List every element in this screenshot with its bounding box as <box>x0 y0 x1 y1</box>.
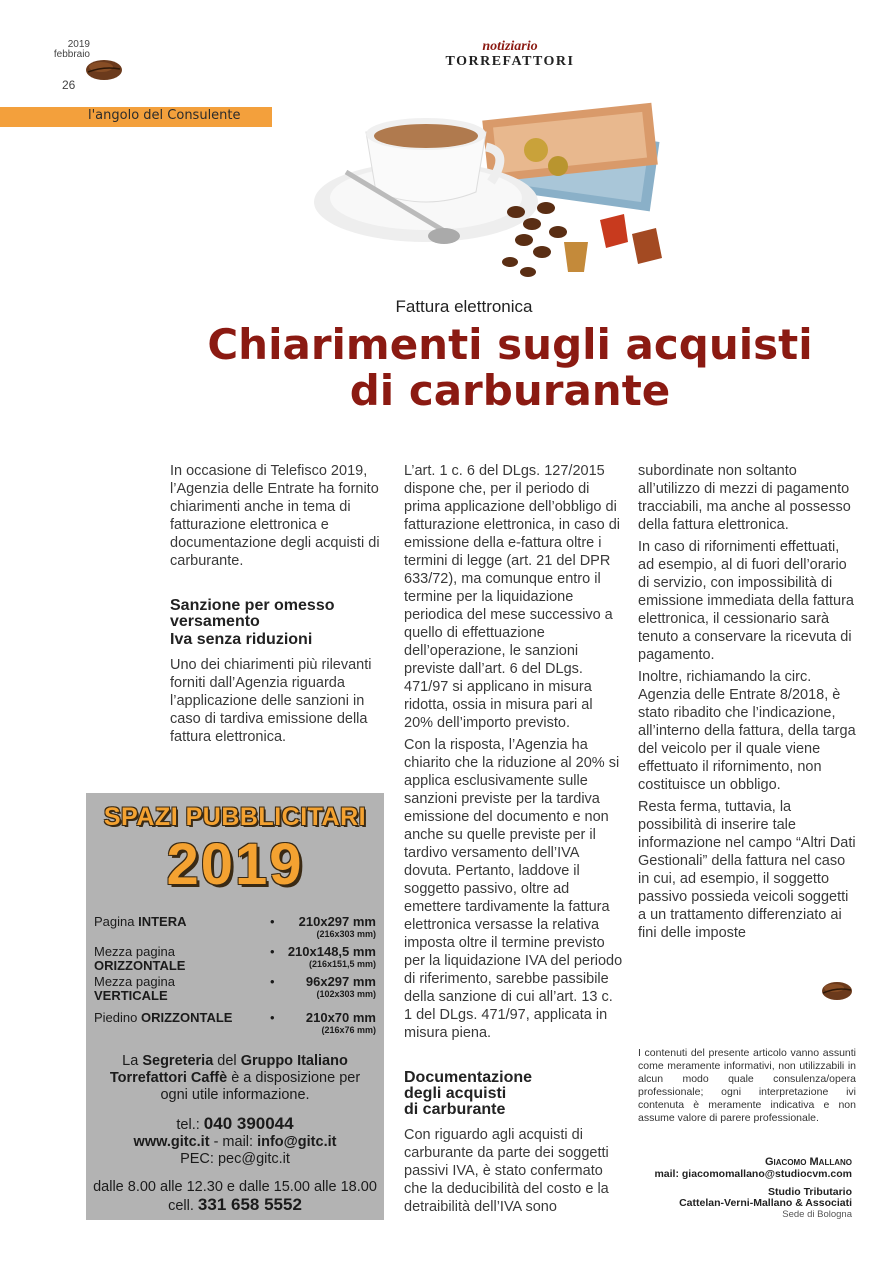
studio-partners: Cattelan-Verni-Mallano & Associati <box>679 1197 852 1209</box>
paragraph: In caso di rifornimenti effettuati, ad esempio, al di fuori dell’orario di servizio, con impossibilità di emissione immediata della fattura elettronica, il cessionario sarà tenuto a conservare la ricevuta di pagamento. <box>638 539 854 663</box>
subheading-line: Sanzione per omesso <box>170 597 335 614</box>
ad-row-label-b: INTERA <box>138 914 187 929</box>
paragraph: Con la risposta, l’Agenzia ha chiarito che la riduzione al 20% si applica esclusivamente sulle sanzioni previste per la tardiva emissione del documento e non anche su quelle previste per il tardivo versamento dell’IVA dovuta. Pertanto, laddove il soggetto passivo, oltre ad emettere tardivamente la fattura elettronica versasse la relativa imposta oltre il termine previsto per la liquidazione IVA del periodo di riferimento, sarebbe passibile della sanzione di cui all’art. 13 c. 1 del DLgs. 471/97, applicata in misura piena. <box>404 737 623 1041</box>
ad-cell-label: cell. <box>168 1198 198 1214</box>
ad-heading: SPAZI PUBBLICITARI <box>103 803 367 831</box>
article-title <box>170 322 850 414</box>
column-3 <box>638 462 858 942</box>
ad-mail-label: - mail: <box>209 1134 258 1150</box>
ad-hours: dalle 8.00 alle 12.30 e dalle 15.00 alle 18.00 <box>93 1179 377 1195</box>
ad-contact-intro <box>86 1053 384 1104</box>
paragraph: Uno dei chiarimenti più rilevanti forniti dall’Agenzia riguarda l’applicazione delle sanzioni in caso di tardiva emissione della fattura elettronica. <box>170 657 372 745</box>
disclaimer: I contenuti del presente articolo vanno assunti come meramente informativi, non utilizzabili in alcun modo quale consulenza/opera professionale; ogni interpretazione ivi contenuta è meramente indicativa e non assume valore di parere professionale. <box>638 1047 856 1124</box>
issue-year: 2019 <box>67 39 90 50</box>
bullet: • <box>270 914 275 929</box>
subheading-line: Documentazione <box>404 1069 533 1086</box>
title-line-2: di carburante <box>349 366 671 415</box>
subheading-sanzione <box>170 598 385 648</box>
masthead <box>430 40 590 70</box>
ad-info-bold: Gruppo Italiano Torrefattori Caffè <box>109 1053 348 1086</box>
coffee-money-illustration <box>306 92 692 298</box>
title-line-1: Chiarimenti sugli acquisti <box>207 320 813 369</box>
studio-location: Sede di Bologna <box>782 1209 852 1220</box>
bullet: • <box>270 974 275 989</box>
column-1 <box>170 462 385 746</box>
subheading-line: degli acquisti <box>404 1085 507 1102</box>
ad-row-label <box>94 975 175 1003</box>
ad-row-label-b: VERTICALE <box>94 988 168 1003</box>
ad-row-small: (216x151,5 mm) <box>308 959 376 969</box>
intro-paragraph: In occasione di Telefisco 2019, l’Agenzia delle Entrate ha fornito chiarimenti anche in tema di fatturazione elettronica e documentazione degli acquisti di carburante. <box>170 463 380 569</box>
bullet: • <box>270 1010 275 1025</box>
coffee-bean-icon <box>84 58 124 82</box>
author-name: Giacomo Mallano <box>765 1156 852 1168</box>
ad-row-label-a: Pagina <box>94 914 139 929</box>
ad-phone[interactable]: 040 390044 <box>203 1114 294 1133</box>
ad-pec: PEC: pec@gitc.it <box>180 1151 290 1167</box>
subheading-line: di carburante <box>404 1101 506 1118</box>
ad-info-text: è a disposizione per ogni utile informazione. <box>160 1070 361 1103</box>
ad-row-dim: 210x148,5 mm <box>287 944 376 959</box>
subheading-documentazione <box>404 1070 624 1118</box>
ad-row-label <box>94 1011 232 1025</box>
subheading-line: Iva senza riduzioni <box>170 631 313 648</box>
ad-web-line <box>86 1134 384 1151</box>
studio-name: Studio Tributario <box>768 1186 852 1198</box>
subheading-line: versamento <box>170 613 260 630</box>
ad-row-label <box>94 945 185 973</box>
masthead-bottom: TORREFATTORI <box>445 54 575 69</box>
ad-tel-label: tel.: <box>176 1117 204 1133</box>
author-email[interactable]: mail: giacomomallano@studiocvm.com <box>654 1168 852 1180</box>
masthead-top: notiziario <box>482 39 538 54</box>
ad-row-dim: 96x297 mm <box>305 974 376 989</box>
ad-row-dim: 210x297 mm <box>298 914 376 929</box>
page-number: 26 <box>62 78 76 92</box>
ad-row-label <box>94 915 186 929</box>
issue-date <box>40 40 90 60</box>
section-label: l'angolo del Consulente <box>88 108 241 123</box>
ad-row-label-b: ORIZZONTALE <box>140 1010 233 1025</box>
paragraph: Resta ferma, tuttavia, la possibilità di inserire tale informazione nel campo “Altri Dati Gestionali” della fattura nel caso in cui, ad esempio, il soggetto passivo possieda veicoli soggetti a un trattamento differenziato ai fini delle imposte <box>638 799 856 941</box>
ad-info-text: del <box>213 1053 241 1069</box>
ad-cell[interactable]: 331 658 5552 <box>197 1195 302 1214</box>
ad-phone-line <box>86 1115 384 1134</box>
kicker-text: Fattura elettronica <box>395 297 533 316</box>
paragraph: Con riguardo agli acquisti di carburante da parte dei soggetti passivi IVA, è stato confermato che la deducibilità del costo e la detraibilità dell’IVA sono <box>404 1127 609 1215</box>
ad-info-text: La <box>122 1053 143 1069</box>
advertising-box <box>86 793 384 1220</box>
ad-row-small: (216x303 mm) <box>316 929 376 939</box>
ad-row-label-a: Piedino <box>94 1010 141 1025</box>
issue-month: febbraio <box>53 49 90 60</box>
ad-email-link[interactable]: info@gitc.it <box>257 1134 337 1150</box>
coffee-bean-icon <box>820 980 854 1002</box>
ad-website-link[interactable]: www.gitc.it <box>133 1134 210 1150</box>
bullet: • <box>270 944 275 959</box>
ad-cell-line <box>86 1196 384 1215</box>
paragraph: subordinate non soltanto all’utilizzo di mezzi di pagamento tracciabili, ma anche al possesso della fattura elettronica. <box>638 463 851 533</box>
ad-row-label-a: Mezza pagina <box>94 974 175 989</box>
ad-row-label-a: Mezza pagina <box>94 944 175 959</box>
article-kicker <box>0 297 892 317</box>
ad-info-bold: Segreteria <box>142 1053 214 1069</box>
ad-row-small: (102x303 mm) <box>316 989 376 999</box>
column-2 <box>404 462 624 1216</box>
ad-year: 2019 <box>166 832 304 897</box>
ad-row-small: (216x76 mm) <box>321 1025 376 1035</box>
paragraph: Inoltre, richiamando la circ. Agenzia delle Entrate 8/2018, è stato ribadito che l’indicazione, all’interno della fattura, della targa del veicolo per il quale viene effettuato il rifornimento, non costituisce un obbligo. <box>638 669 856 793</box>
ad-row-dim: 210x70 mm <box>305 1010 376 1025</box>
paragraph: L’art. 1 c. 6 del DLgs. 127/2015 dispone che, per il periodo di prima applicazione dell’obbligo di fatturazione elettronica, in caso di emissione della e-fattura oltre i termini di legge (art. 21 del DPR 633/72), ma comunque entro il termine per la liquidazione periodica del mese successivo a quello di effettuazione dell’operazione, le sanzioni previste dall’art. 6 del DLgs. 471/97 si applicano in misura ridotta, ossia in misura pari al 20% dell’importo previsto. <box>404 463 621 731</box>
ad-row-label-b: ORIZZONTALE <box>94 958 186 973</box>
